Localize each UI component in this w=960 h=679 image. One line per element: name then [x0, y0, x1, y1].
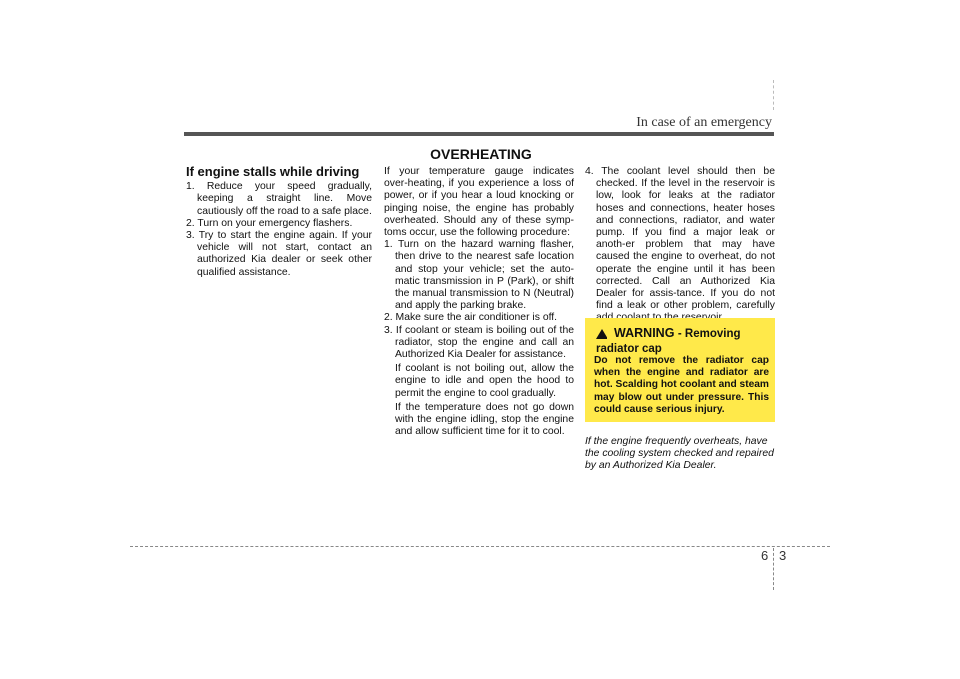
section-title: OVERHEATING — [430, 146, 532, 162]
page-number-divider — [773, 548, 774, 590]
warning-box — [585, 318, 775, 422]
warning-body: Do not remove the radiator cap when the engine and radiator are hot. Scalding hot coolant and steam may blow out under pressure. This could cause serious injury. — [594, 355, 769, 415]
column-2 — [384, 166, 574, 438]
warning-label: WARNING — [614, 326, 675, 340]
header-rule — [184, 132, 774, 136]
overheat-step-2: 2. Make sure the air conditioner is off. — [384, 312, 558, 324]
stall-step-1: 1. Reduce your speed gradually, keeping a straight line. Move cautiously off the road to a safe place. — [186, 181, 372, 217]
warning-title: - Removing radiator cap — [596, 328, 741, 355]
warning-heading — [596, 326, 775, 356]
warning-triangle-icon — [596, 329, 608, 339]
stall-step-2: 2. Turn on your emergency flashers. — [186, 217, 353, 229]
overheat-step-3: 3. If coolant or steam is boiling out of the radiator, stop the engine and call an Authorized Kia Dealer for assistance. — [384, 324, 574, 361]
overheat-intro: If your temperature gauge indicates over-heating, if you experience a loss of power, or if you hear a loud knocking or pinging noise, the engine has probably overheated. Should any of these symp-toms occur, use the following procedure: — [384, 166, 574, 239]
footer-rule — [130, 546, 830, 547]
page-number: 3 — [779, 548, 787, 563]
overheat-step-3-cont-1: If coolant is not boiling out, allow the engine to idle and open the hood to permit the engine to cool gradually. — [395, 363, 574, 399]
header-title: In case of an emergency — [636, 115, 772, 130]
overheat-note: If the engine frequently overheats, have the cooling system checked and repaired by an Authorized Kia Dealer. — [585, 436, 774, 472]
overheat-step-1: 1. Turn on the hazard warning flasher, then drive to the nearest safe location and stop your vehicle; set the auto-matic transmission in P (Park), or shift the manual transmission to N (Neutral) and apply the parking brake. — [384, 239, 574, 312]
overheat-step-4: 4. The coolant level should then be checked. If the level in the reservoir is low, look for leaks at the radiator hoses and connections, heater hoses and connections, radiator, and water pump. If you find a major leak or anoth-er problem that may have caused the engine to overheat, do not operate the engine until it has been corrected. Call an Authorized Kia Dealer for assis-tance. If you do not find a leak or other problem, carefully — [585, 166, 775, 312]
column-1 — [186, 166, 372, 279]
chapter-number: 6 — [761, 548, 769, 563]
overheat-step-3-cont-2: If the temperature does not go down with the engine idling, stop the engine and allow sufficient time for it to cool. — [395, 401, 574, 438]
stall-step-3: 3. Try to start the engine again. If your vehicle will not start, contact an authorized Kia dealer or seek other qualified assistance. — [186, 230, 372, 278]
column-3 — [585, 166, 775, 325]
top-divider-line — [773, 80, 774, 110]
stall-heading: If engine stalls while driving — [186, 164, 360, 179]
